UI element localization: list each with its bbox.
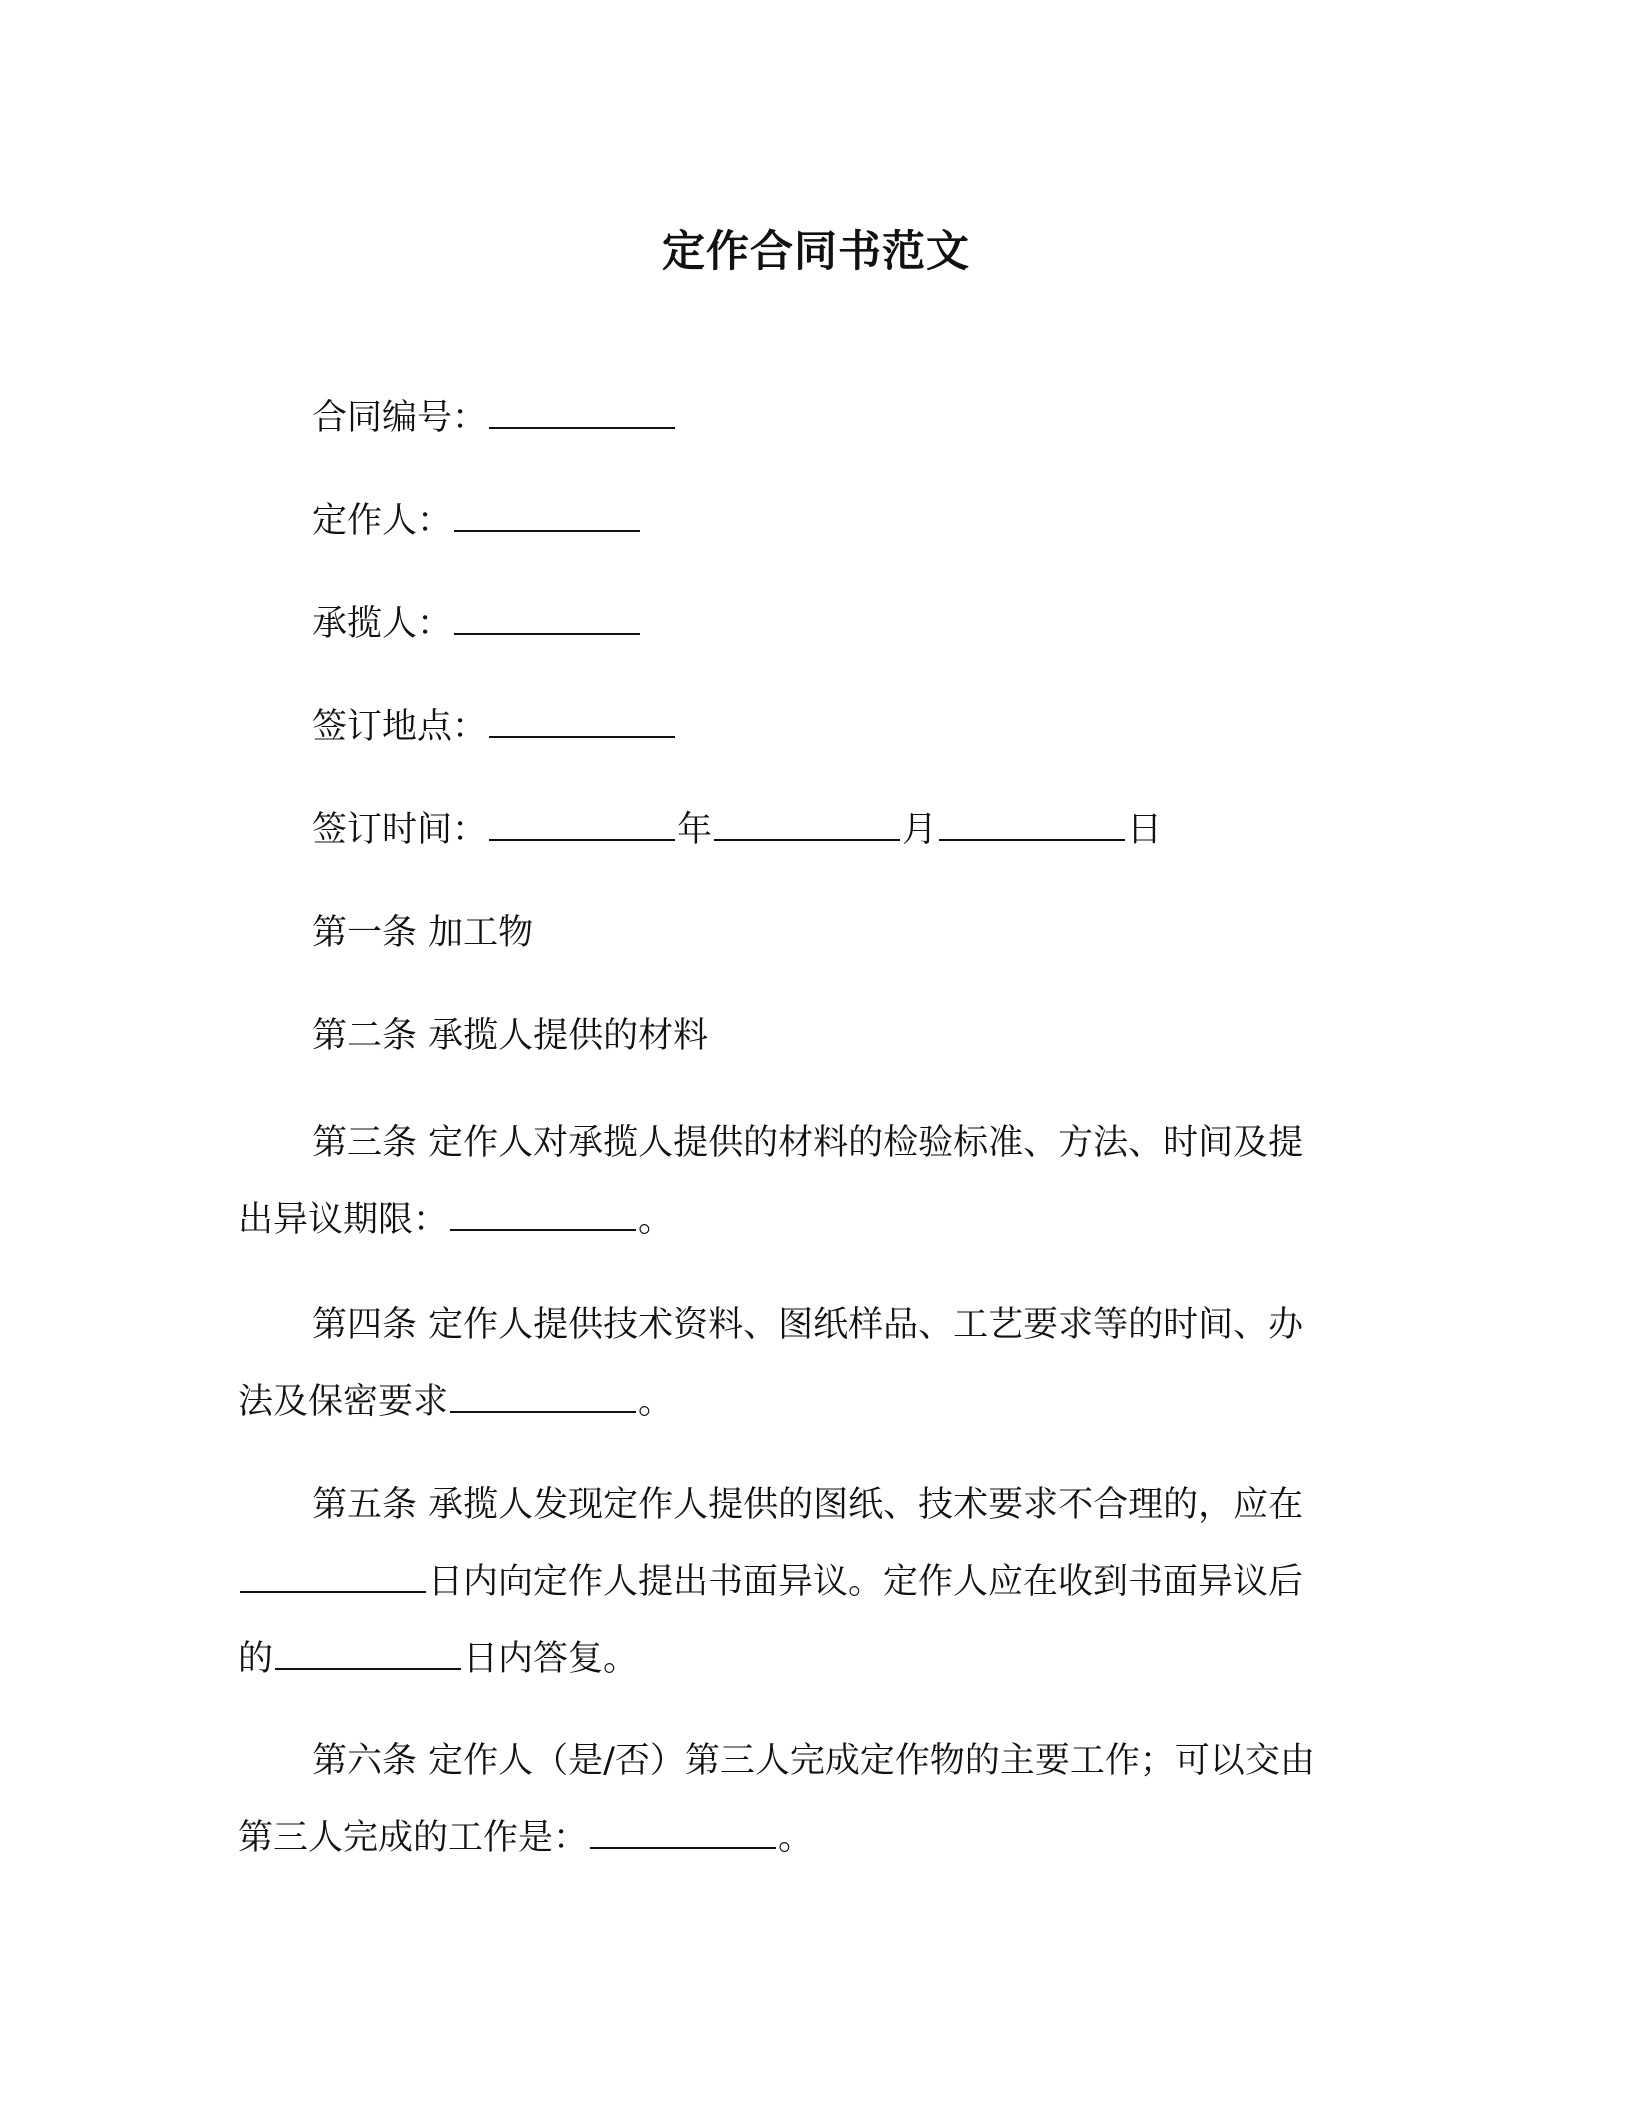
contractor-field	[312, 598, 642, 650]
sign-place-label: 签订地点：	[312, 707, 488, 747]
article-4	[238, 1287, 1388, 1441]
contract-number-blank	[489, 397, 675, 429]
orderer-field	[312, 495, 642, 547]
sign-time-label: 签订时间：	[312, 810, 488, 850]
article-5	[238, 1467, 1388, 1698]
article-6-line-1: 第六条 定作人（是/否）第三人完成定作物的主要工作；可以交由	[312, 1741, 1315, 1781]
orderer-blank	[454, 500, 640, 532]
sign-year-blank	[489, 809, 675, 841]
article-5-line-3	[238, 1621, 1388, 1698]
sign-time-field	[312, 804, 1162, 856]
month-label: 月	[902, 810, 938, 850]
article-4-line-2	[238, 1364, 1388, 1441]
article-6-line-2	[238, 1800, 1388, 1877]
article-5-line-3-text: 日内答复。	[463, 1639, 639, 1679]
sign-month-blank	[714, 809, 900, 841]
article-4-end: 。	[638, 1382, 674, 1422]
article-4-line-1: 第四条 定作人提供技术资料、图纸样品、工艺要求等的时间、办	[312, 1305, 1304, 1345]
sign-place-blank	[489, 706, 675, 738]
day-label: 日	[1127, 810, 1163, 850]
article-2-text: 第二条 承揽人提供的材料	[312, 1016, 709, 1056]
sign-place-field	[312, 701, 677, 753]
article-5-line-3-pre: 的	[238, 1639, 274, 1679]
article-5-line-1: 第五条 承揽人发现定作人提供的图纸、技术要求不合理的，应在	[312, 1485, 1304, 1525]
article-4-label: 法及保密要求	[238, 1382, 449, 1422]
article-1-text: 第一条 加工物	[312, 913, 534, 953]
article-2	[312, 1010, 708, 1062]
contractor-blank	[454, 603, 640, 635]
article-5-days-blank-2	[275, 1638, 461, 1670]
article-3-label: 出异议期限：	[238, 1200, 449, 1240]
article-5-line-2	[238, 1544, 1388, 1621]
article-6-label: 第三人完成的工作是：	[238, 1818, 589, 1858]
sign-day-blank	[939, 809, 1125, 841]
orderer-label: 定作人：	[312, 501, 453, 541]
document-title: 定作合同书范文	[662, 227, 970, 277]
year-label: 年	[677, 810, 713, 850]
article-5-days-blank-1	[240, 1561, 426, 1593]
contract-number-label: 合同编号：	[312, 398, 488, 438]
contractor-label: 承揽人：	[312, 604, 453, 644]
article-3-blank	[450, 1199, 636, 1231]
article-5-line-2-text: 日内向定作人提出书面异议。定作人应在收到书面异议后	[428, 1562, 1304, 1602]
article-3-end: 。	[638, 1200, 674, 1240]
article-1	[312, 907, 533, 959]
article-4-blank	[450, 1381, 636, 1413]
article-6	[238, 1723, 1388, 1877]
article-6-blank	[590, 1817, 776, 1849]
article-3-line-2	[238, 1182, 1388, 1259]
article-6-end: 。	[778, 1818, 814, 1858]
article-3-line-1: 第三条 定作人对承揽人提供的材料的检验标准、方法、时间及提	[312, 1123, 1304, 1163]
article-3	[238, 1105, 1388, 1259]
contract-number-field	[312, 392, 677, 444]
